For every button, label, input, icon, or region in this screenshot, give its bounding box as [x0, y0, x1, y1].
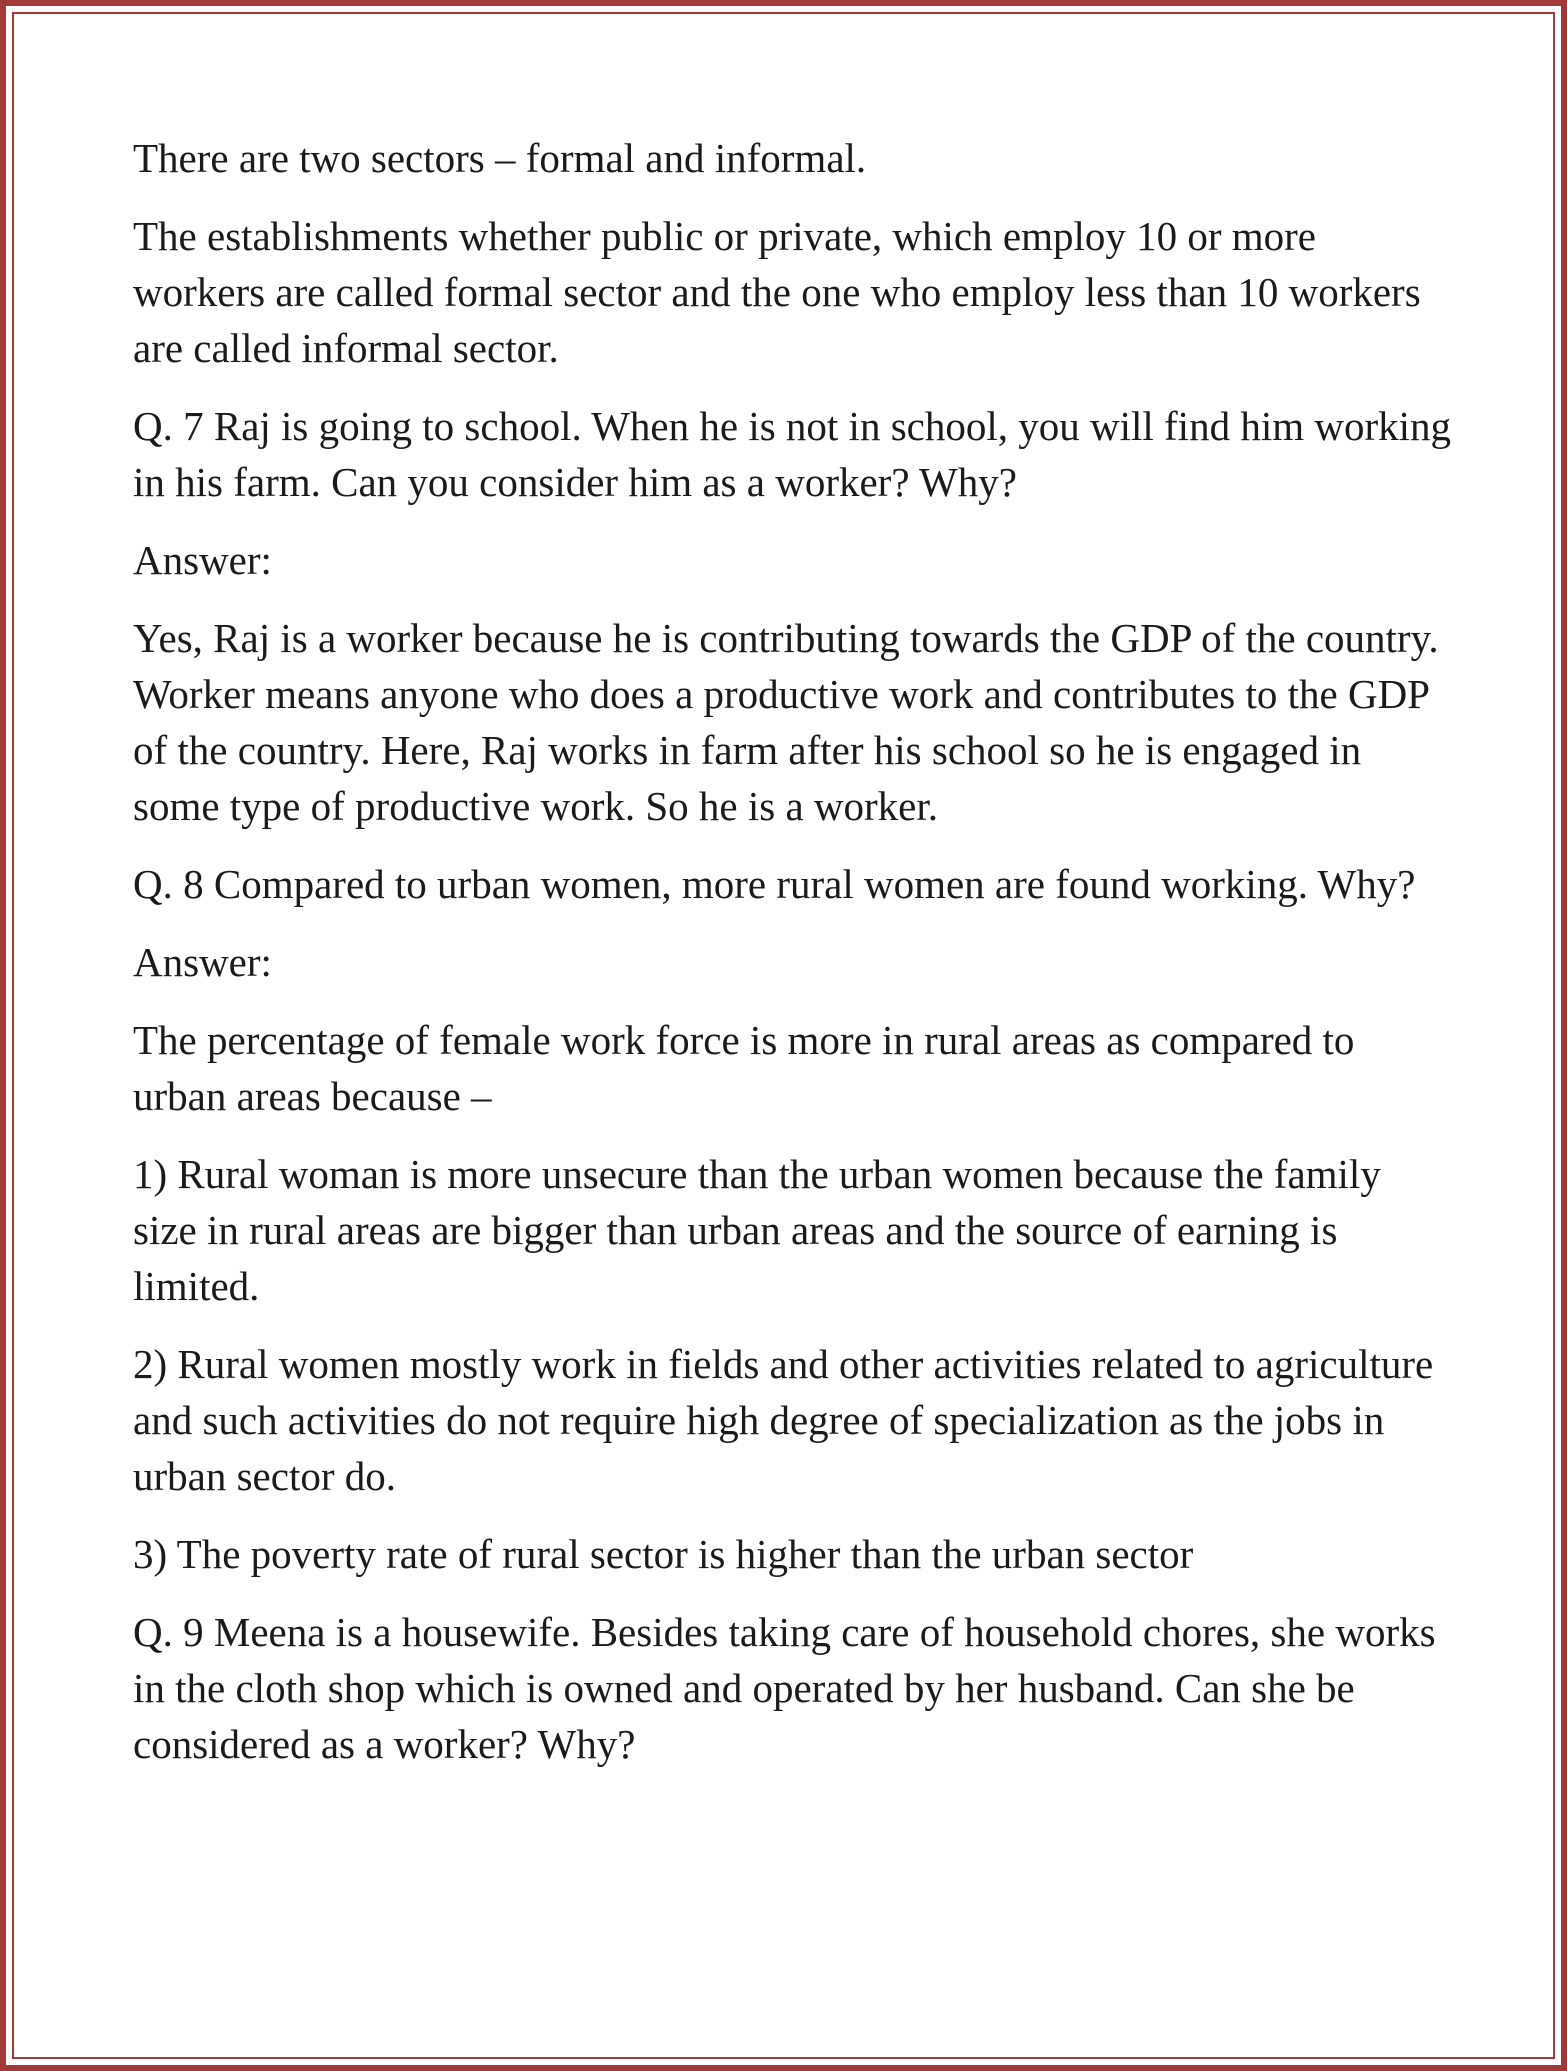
answer-7: Yes, Raj is a worker because he is contributing towards the GDP of the country. Worker means anyone who does a productive work and contributes to the GDP of the country. Here, Raj works in farm after his school so he is engaged in some type of productive work. So he is a worker.	[133, 615, 1439, 829]
answer-label-7: Answer:	[133, 537, 272, 583]
document-body	[133, 130, 1453, 1794]
question-8: Q. 8 Compared to urban women, more rural women are found working. Why?	[133, 861, 1416, 907]
sectors-definition: The establishments whether public or private, which employ 10 or more workers are called formal sector and the one who employ less than 10 workers are called informal sector.	[133, 213, 1421, 371]
answer-8-point-1: 1) Rural woman is more unsecure than the urban women because the family size in rural areas are bigger than urban areas and the source of earning is limited.	[133, 1151, 1381, 1309]
question-9: Q. 9 Meena is a housewife. Besides taking care of household chores, she works in the cloth shop which is owned and operated by her husband. Can she be considered as a worker? Why?	[133, 1609, 1436, 1767]
question-7: Q. 7 Raj is going to school. When he is not in school, you will find him working in his farm. Can you consider him as a worker? Why?	[133, 403, 1452, 505]
answer-label-8: Answer:	[133, 939, 272, 985]
answer-8-point-3: 3) The poverty rate of rural sector is higher than the urban sector	[133, 1531, 1194, 1577]
sectors-intro: There are two sectors – formal and informal.	[133, 135, 867, 181]
answer-8-point-2: 2) Rural women mostly work in fields and other activities related to agriculture and such activities do not require high degree of specialization as the jobs in urban sector do.	[133, 1341, 1434, 1499]
answer-8-intro: The percentage of female work force is more in rural areas as compared to urban areas because –	[133, 1017, 1355, 1119]
